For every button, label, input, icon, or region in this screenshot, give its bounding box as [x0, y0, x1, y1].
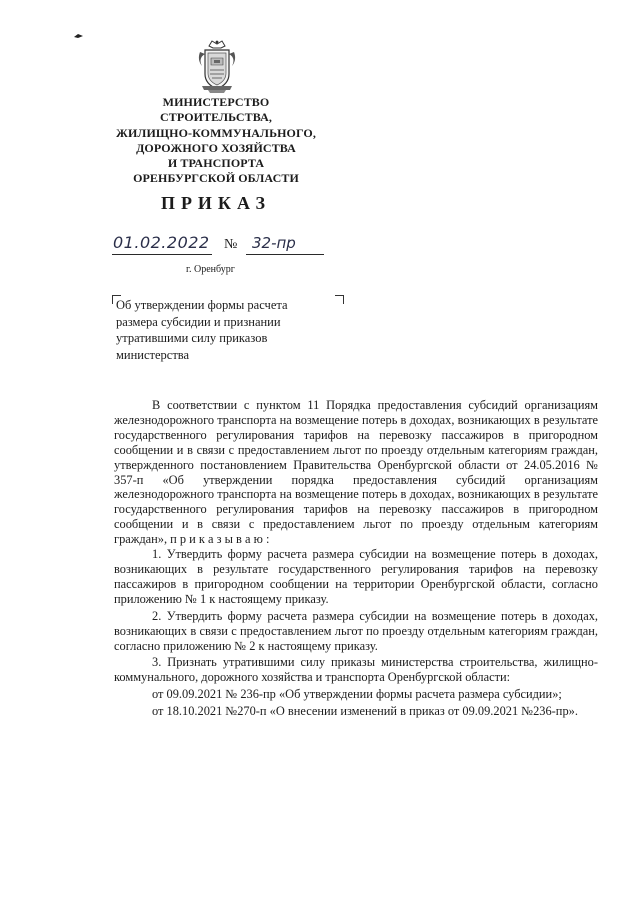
order-date: 01.02.2022 — [113, 233, 210, 252]
subject-line: размера субсидии и признании — [116, 314, 281, 329]
ministry-line: МИНИСТЕРСТВО — [162, 95, 270, 109]
subject-line: утратившими силу приказов — [116, 331, 268, 345]
order-body — [114, 398, 598, 719]
document-type-title: ПРИКАЗ — [160, 193, 272, 213]
repealed-order-2: от 18.10.2021 №270-п «О внесении изменений в приказ от 09.09.2021 №236-пр». — [152, 704, 578, 719]
ministry-line: ЖИЛИЩНО-КОММУНАЛЬНОГО, — [116, 125, 316, 140]
order-item-1: 1. Утвердить форму расчета размера субсидии на возмещение потерь в доходах, возникающих в результате государственного регулирования тарифов на перевозку пассажиров в пригородном сообщении на территории Оренбургской области, согласно приложению № 1 к настоящему приказу. — [114, 547, 598, 606]
order-item-3: 3. Признать утратившими силу приказы министерства строительства, жилищно-коммунального, дорожного хозяйства и транспорта Оренбургской области: — [114, 655, 598, 685]
number-sign: № — [224, 237, 238, 252]
ministry-line: ДОРОЖНОГО ХОЗЯЙСТВА — [136, 140, 296, 155]
order-city: г. Оренбург — [186, 264, 235, 275]
ministry-line: И ТРАНСПОРТА — [167, 156, 265, 171]
order-subject — [116, 297, 336, 363]
coat-of-arms-icon — [194, 38, 240, 94]
number-underline — [246, 254, 324, 255]
date-underline — [112, 254, 212, 255]
order-item-2: 2. Утвердить форму расчета размера субсидии на возмещение потерь в доходах, возникающих в связи с предоставлением льгот по проезду отдельным категориям граждан, согласно приложению № 2 к настоящему приказу. — [114, 608, 598, 653]
subject-corner-right — [335, 295, 344, 304]
subject-line: министерства — [116, 347, 190, 362]
ministry-line: СТРОИТЕЛЬСТВА, — [159, 110, 272, 125]
scan-mark-icon — [74, 34, 83, 38]
order-date-number-line — [112, 233, 332, 257]
preamble-paragraph: В соответствии с пунктом 11 Порядка предоставления субсидий организациям железнодорожного транспорта на возмещение потерь в доходах, возникающих в результате государственного регулирования тарифов на перевозку пассажиров в пригородном сообщении и в связи с предоставлением льгот по проезду отдельным категориям граждан, утвержденного постановлением Правительства Оренбургской области от 24.05.2016 № 357-п «Об утверждении порядка предоставления субсидий организациям железнодорожного транспорта на возмещение потерь в доходах, возникающих в результате государственного регулирования тарифов на перевозку пассажиров в пригородном сообщении и в связи с предоставлением льгот по проезду отдельным категориям граждан», п р и к а з ы в а ю : — [114, 398, 598, 547]
subject-line: Об утверждении формы расчета — [116, 298, 288, 312]
ministry-name — [104, 95, 328, 187]
ministry-line: ОРЕНБУРГСКОЙ ОБЛАСТИ — [133, 171, 299, 186]
order-number: 32-пр — [252, 234, 296, 252]
repealed-order-1: от 09.09.2021 № 236-пр «Об утверждении формы расчета размера субсидии»; — [152, 687, 562, 702]
